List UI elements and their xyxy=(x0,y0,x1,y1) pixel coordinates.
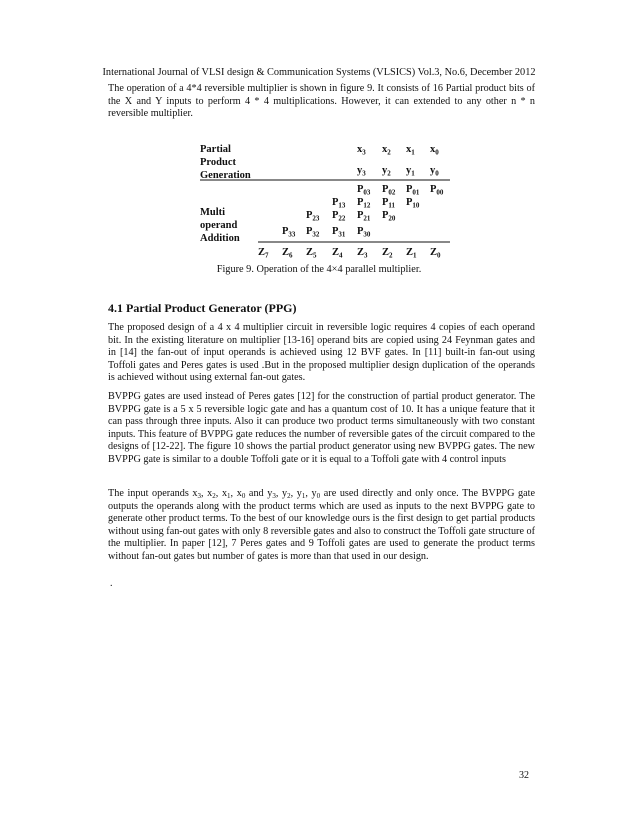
partial-product-p22: $P_{22}$ xyxy=(332,210,346,223)
partial-product-p13: $P_{13}$ xyxy=(332,197,346,210)
partial-product-p30: $P_{30}$ xyxy=(357,226,371,239)
y-bit-y3: $y_3$ xyxy=(357,165,366,178)
y-bit-y2: $y_2$ xyxy=(382,165,391,178)
paragraph-1: The proposed design of a 4 x 4 multiplier circuit in reversible logic requires 4 copies of each operand bit. In the existing literature on multiplier [13-16] operand bits are copied using 24 Feynman gates and in [14] the fan-out of input operands is achieved using 12 BVF gates. In [11] built-in fan-out using Toffoli gates and Peres gates is used .But in the proposed multiplier design duplication of the operands is achieved without using external fan-out gates. xyxy=(108,322,535,383)
partial-product-p20: $P_{20}$ xyxy=(382,210,396,223)
partial-product-p00: $P_{00}$ xyxy=(430,184,444,197)
x-bit-x0: $x_0$ xyxy=(430,144,439,157)
result-bit-z3: $Z_3$ xyxy=(357,247,368,260)
x-bit-x2: $x_2$ xyxy=(382,144,391,157)
journal-header: International Journal of VLSI design & Communication Systems (VLSICS) Vol.3, No.6, December 2012 xyxy=(102,67,536,78)
label-partial: Partial xyxy=(200,144,231,155)
paragraph-2: BVPPG gates are used instead of Peres gates [12] for the construction of partial product generator. The BVPPG gate is a 5 x 5 reversible logic gate and has a quantum cost of 10. It has a unique feature that it can pass through three inputs. Also it can produce two product terms simultaneously with two constant inputs. This feature of BVPPG gate reduces the number of reversible gates of the circuit compared to the designs of [12-22]. The figure 10 shows the partial product generator using new BVPPG gates. The new BVPPG gate is similar to a double Toffoli gate or it is equal to a Toffoli gate with 4 control inputs xyxy=(108,391,535,465)
label-multi: Multi xyxy=(200,207,226,218)
result-bit-z7: $Z_7$ xyxy=(258,247,269,260)
page-number: 32 xyxy=(519,770,529,781)
result-bit-z6: $Z_6$ xyxy=(282,247,293,260)
label-generation: Generation xyxy=(200,170,251,181)
partial-product-p23: $P_{23}$ xyxy=(306,210,320,223)
section-title: 4.1 Partial Product Generator (PPG) xyxy=(108,301,297,315)
partial-product-p32: $P_{32}$ xyxy=(306,226,320,239)
partial-product-p11: $P_{11}$ xyxy=(382,197,396,210)
label-product: Product xyxy=(200,157,236,168)
label-operand: operand xyxy=(200,220,238,231)
multiplier-operation-figure xyxy=(0,0,638,290)
partial-product-p03: $P_{03}$ xyxy=(357,184,371,197)
result-bit-z5: $Z_5$ xyxy=(306,247,317,260)
partial-product-p01: $P_{01}$ xyxy=(406,184,420,197)
result-bit-z0: $Z_0$ xyxy=(430,247,441,260)
partial-product-p33: $P_{33}$ xyxy=(282,226,296,239)
paragraph-3: The input operands $x_3$, $x_2$, $x_1$, $x_0$ and $y_3$, $y_2$, $y_1$, $y_0$ are used directly and only once. The BVPPG gate outputs the operands along with the product terms which are used as inputs to the next BVPPG gate to generate other product terms. To the best of our knowledge ours is the first design to get partial products without using fan-out gates with only 8 reversible gates and also to construct the Toffoli gate structure of the multiplier. In paper [12], 7 Peres gates and 9 Toffoli gates are used to generate the product terms without fan-out gates but number of gates is more than that used in our design. xyxy=(108,488,536,562)
y-bit-y0: $y_0$ xyxy=(430,165,439,178)
partial-product-p12: $P_{12}$ xyxy=(357,197,371,210)
label-addition: Addition xyxy=(200,233,240,244)
stray-dot: . xyxy=(110,578,113,589)
x-bit-x3: $x_3$ xyxy=(357,144,366,157)
result-bit-z4: $Z_4$ xyxy=(332,247,343,260)
result-bit-z1: $Z_1$ xyxy=(406,247,417,260)
y-bit-y1: $y_1$ xyxy=(406,165,415,178)
partial-product-p31: $P_{31}$ xyxy=(332,226,346,239)
figure-caption: Figure 9. Operation of the 4×4 parallel multiplier. xyxy=(216,264,422,275)
partial-product-p21: $P_{21}$ xyxy=(357,210,371,223)
x-bit-x1: $x_1$ xyxy=(406,144,415,157)
partial-product-p02: $P_{02}$ xyxy=(382,184,396,197)
partial-product-p10: $P_{10}$ xyxy=(406,197,420,210)
result-bit-z2: $Z_2$ xyxy=(382,247,393,260)
intro-paragraph: The operation of a 4*4 reversible multiplier is shown in figure 9. It consists of 16 Partial product bits of the X and Y inputs to perform 4 * 4 multiplications. However, it can extended to any other n * n reversible multiplier. xyxy=(108,83,535,119)
